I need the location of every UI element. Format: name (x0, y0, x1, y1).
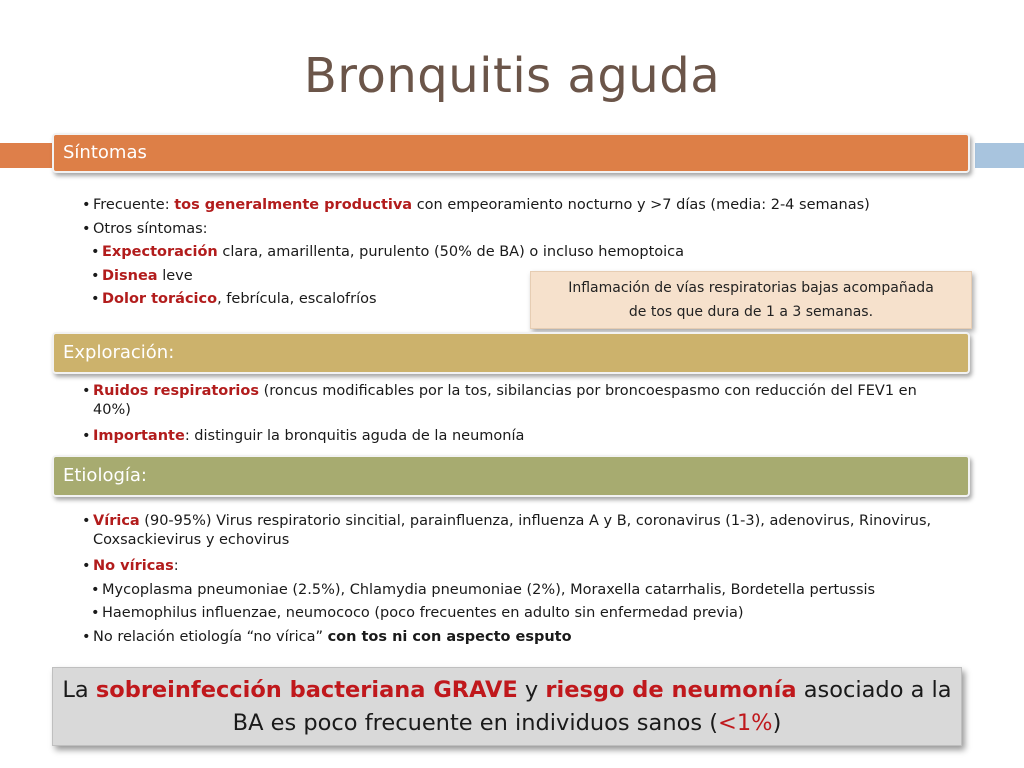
definition-note (530, 271, 972, 329)
list-item: • Frecuente: tos generalmente productiva con empeoramiento nocturno y >7 días (media: 2-4 semanas) (82, 194, 870, 218)
section-header-sintomas: Síntomas (52, 133, 970, 173)
decorative-bar-right (975, 143, 1024, 168)
list-item: • Haemophilus influenzae, neumococo (poco frecuentes en adulto sin enfermedad previa) (91, 602, 962, 626)
section-header-exploracion: Exploración: (52, 332, 970, 374)
list-item: • Disnea leve (91, 265, 870, 289)
etiologia-list (82, 512, 962, 649)
list-item: • Importante: distinguir la bronquitis aguda de la neumonía (82, 425, 952, 449)
exploracion-list (82, 382, 952, 449)
list-item: • Mycoplasma pneumoniae (2.5%), Chlamydia pneumoniae (2%), Moraxella catarrhalis, Bordetella pertussis (91, 579, 962, 603)
list-item: • No relación etiología “no vírica” con tos ni con aspecto esputo (82, 626, 962, 650)
list-item: • Otros síntomas: (82, 218, 870, 242)
summary-box: La sobreinfección bacteriana GRAVE y riesgo de neumonía asociado a la BA es poco frecuente en individuos sanos (<1%) (52, 667, 962, 746)
decorative-bar-left (0, 143, 52, 168)
page-title: Bronquitis aguda (303, 48, 721, 104)
note-line: Inflamación de vías respiratorias bajas acompañada (568, 280, 934, 296)
list-item: • Dolor torácico, febrícula, escalofríos (91, 288, 870, 312)
section-header-etiologia: Etiología: (52, 455, 970, 497)
list-item: • No víricas: (82, 555, 962, 579)
list-item: • Ruidos respiratorios (roncus modificables por la tos, sibilancias por broncoespasmo con reducción del FEV1 en 40%) (82, 382, 952, 420)
list-item: • Expectoración clara, amarillenta, purulento (50% de BA) o incluso hemoptoica (91, 241, 870, 265)
note-line: de tos que dura de 1 a 3 semanas. (628, 304, 874, 320)
list-item: • Vírica (90-95%) Virus respiratorio sincitial, parainfluenza, influenza A y B, coronavirus (1-3), adenovirus, Rinovirus, Coxsackievirus y echovirus (82, 512, 962, 550)
